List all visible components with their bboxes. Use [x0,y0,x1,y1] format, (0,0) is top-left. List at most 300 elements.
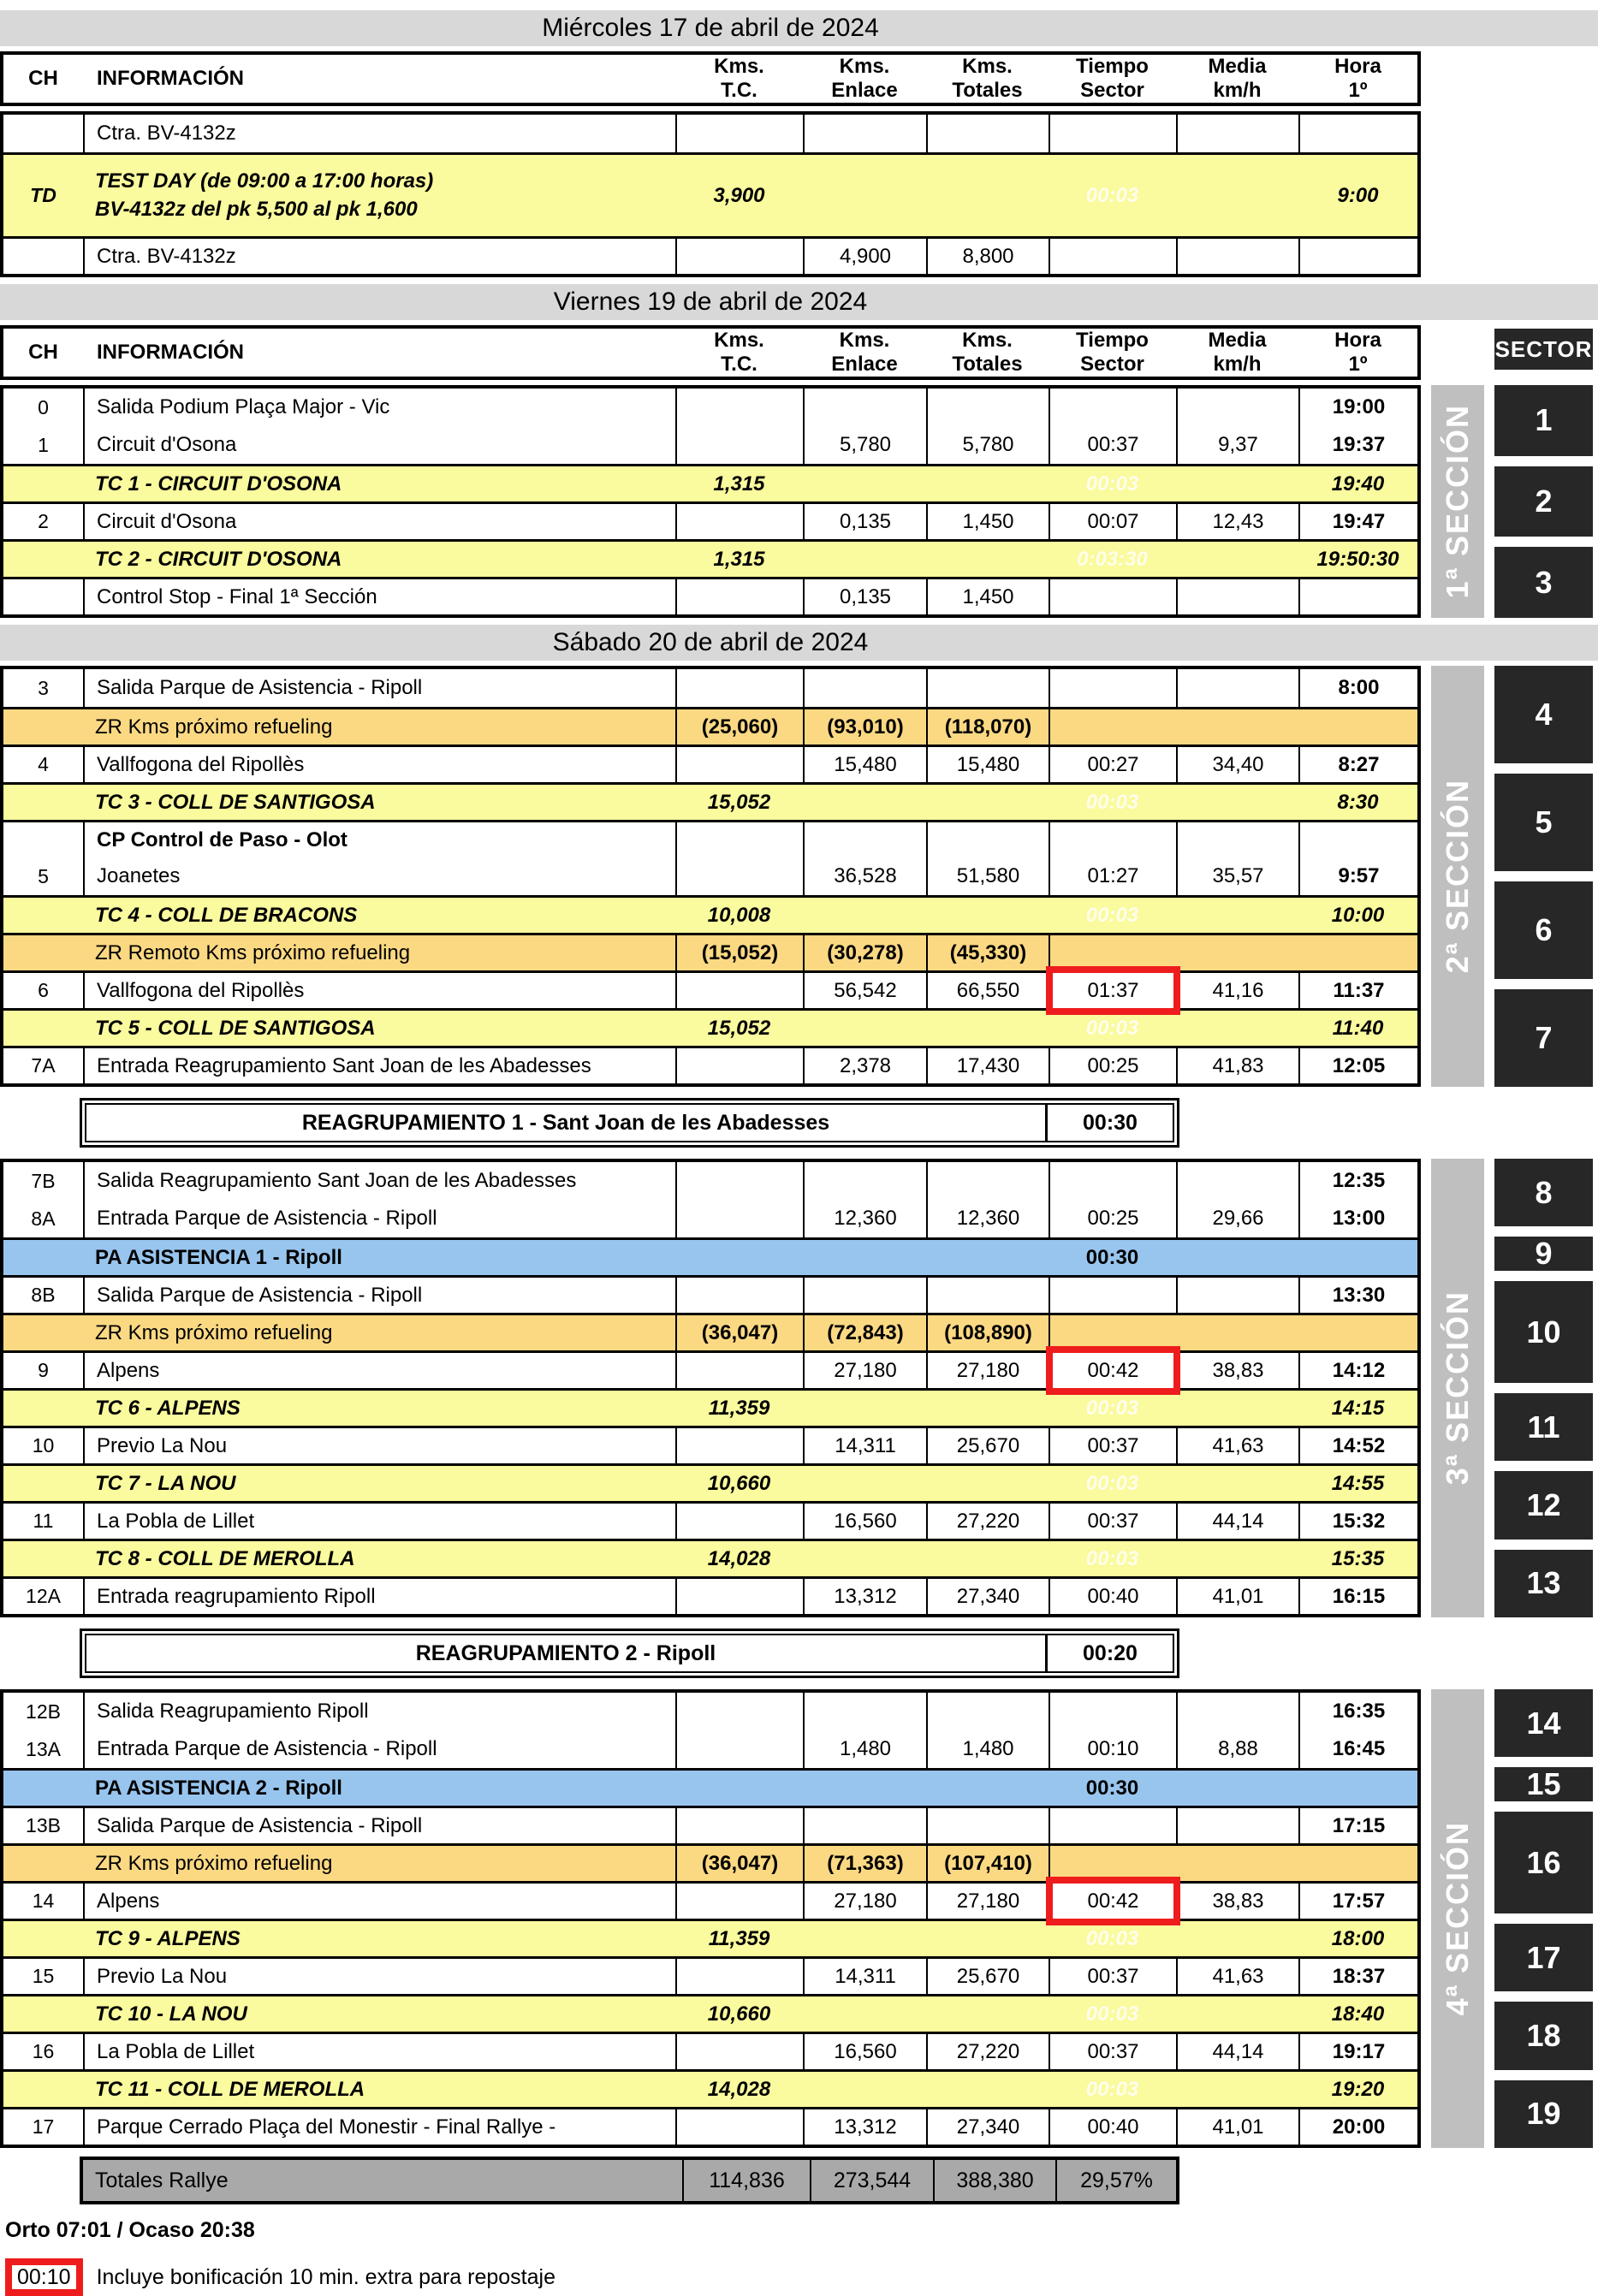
table-row-13A [3,1730,1417,1768]
cell-text-info: La Pobla de Lillet [97,1509,255,1533]
cell-text-info: La Pobla de Lillet [97,2039,255,2063]
cell-text-enlace: 16,560 [834,1509,897,1533]
cell-text-info: PA ASISTENCIA 2 - Ripoll [95,1776,342,1800]
cell-text-info: TC 11 - COLL DE MEROLLA [95,2077,365,2101]
cell-totales [926,239,1049,274]
cell-text-info: Entrada Reagrupamiento Sant Joan de les Abadesses [97,1053,591,1077]
cell-text-hora: 15:32 [1332,1509,1386,1533]
cell-tc [675,709,803,745]
cell-tc [675,466,803,501]
cell-hora [1298,1048,1417,1083]
cell-totales [926,1884,1049,1919]
cell-totales [926,579,1049,614]
cell-tiempo [1049,1466,1176,1501]
cell-ch [3,155,83,236]
cell-hora [1298,1771,1417,1806]
cell-info [83,1808,675,1843]
cell-tc [675,1240,803,1275]
sector-boxes [1494,1159,1593,1617]
cell-text-info: Previo La Nou [97,1433,228,1457]
cell-tc [675,239,803,274]
table-row-zr-4 [3,1313,1417,1350]
cell-text-hora: 10:00 [1331,903,1385,927]
cell-enlace [803,542,926,577]
cell-ch [3,542,83,577]
cell-tiempo [1049,1579,1176,1614]
cell-media [1176,1353,1298,1388]
cell-tiempo [1049,857,1176,895]
cell-tc [675,1808,803,1843]
cell-tc [675,542,803,577]
cell-text-enlace: 0,135 [839,509,892,533]
cell-ch [3,785,83,820]
cell-totales [926,1846,1049,1881]
cell-text-info: TC 10 - LA NOU [95,2002,247,2026]
cell-text-enlace: 0,135 [839,584,892,608]
cell-text-tiempo: 00:37 [1087,2039,1139,2063]
cell-media [1176,669,1298,707]
cell-text-tc: (15,052) [701,940,779,964]
sector-box-15: 15 [1494,1767,1593,1801]
cell-text-totales: 66,550 [956,978,1020,1002]
cell-text-info: ZR Kms próximo refueling [95,1320,333,1344]
cell-text-tiempo: 00:37 [1087,1964,1139,1988]
table-row-10 [3,1426,1417,1463]
cell-hora [1298,1011,1417,1046]
cell-text-hora: 16:35 [1332,1700,1386,1723]
cell-enlace [803,579,926,614]
section-label-bar [1431,1689,1484,2148]
cell-ch [3,1884,83,1919]
cell-text-info: TC 2 - CIRCUIT D'OSONA [95,547,342,571]
section-sidebar [1431,1689,1593,2148]
cell-text-totales: 12,360 [956,1207,1020,1230]
cell-enlace [803,709,926,745]
cell-hora [1298,857,1417,895]
cell-text-totales: 15,480 [956,752,1020,776]
cell-totales [926,935,1049,970]
cell-text-info: Vallfogona del Ripollès [97,978,305,1002]
cell-text-totales: 5,780 [962,433,1014,456]
cell-tiempo [1049,1884,1176,1919]
cell-text-media: 34,40 [1212,752,1264,776]
cell-totales [926,1200,1049,1237]
col-header-enlace [803,55,926,102]
table-row-zr-4 [3,1843,1417,1881]
info-lines [95,169,433,222]
cell-text-enlace: 27,180 [834,1889,897,1913]
cell-enlace [803,1846,926,1881]
col-header-line1: Kms. [962,55,1013,79]
cell-text-media: 44,14 [1212,2039,1264,2063]
table-row-4 [3,745,1417,782]
table-row-13B [3,1806,1417,1843]
cell-tc [675,1428,803,1463]
cell-tc [675,2072,803,2107]
col-header-line1: Kms. [839,55,890,79]
col-header-tc [675,329,803,376]
cell-text-tiempo: 00:37 [1087,433,1139,456]
cell-text-hora: 8:00 [1338,676,1380,699]
cell-totales [926,1278,1049,1313]
cell-enlace [803,935,926,970]
cell-ch [3,709,83,745]
itinerary-table [0,666,1421,1087]
sector-box-10: 10 [1494,1281,1593,1383]
cell-tc [675,426,803,464]
cell-enlace [803,898,926,933]
cell-hora [1298,785,1417,820]
cell-text-ch: 13A [26,1737,61,1760]
col-header-line1: Kms. [714,55,764,79]
table-row-tc-4 [3,539,1417,577]
cell-media [1176,1200,1298,1237]
cell-tiempo [1049,898,1176,933]
day-header: Sábado 20 de abril de 2024 [0,625,1598,661]
cell-totales [926,1428,1049,1463]
table-row-TD [3,152,1417,236]
cell-text-info: Salida Parque de Asistencia - Ripoll [97,1813,423,1837]
cell-ch [3,747,83,782]
col-header-line2: Totales [952,79,1023,102]
col-header-line2: 1º [1348,353,1368,376]
cell-media [1176,1391,1298,1426]
cell-ch [3,1579,83,1614]
cell-tc [675,1846,803,1881]
cell-tc [675,1959,803,1994]
cell-tc [675,1579,803,1614]
cell-text-ch: 0 [38,395,49,418]
cell-media [1176,973,1298,1008]
cell-media [1176,1240,1298,1275]
cell-ch [3,898,83,933]
cell-info [83,1353,675,1388]
cell-text-ch: 7B [31,1169,56,1192]
table-row-12B [3,1693,1417,1730]
cell-text-info: TC 1 - CIRCUIT D'OSONA [95,472,342,495]
cell-hora [1298,898,1417,933]
cell-text-hora: 14:55 [1331,1471,1385,1495]
cell-ch [3,579,83,614]
cell-enlace [803,857,926,895]
cell-media [1176,504,1298,539]
cell-text-info: Parque Cerrado Plaça del Monestir - Final Rallye - [97,2115,556,2139]
hidden-sector-time: 00:03 [1085,790,1139,814]
cell-info [83,115,675,152]
cell-hora [1298,504,1417,539]
cell-totales [926,115,1049,152]
cell-totales [926,1996,1049,2032]
cell-tiempo [1049,1240,1176,1275]
cell-text-totales: 51,580 [956,864,1020,887]
cell-text-media: 41,01 [1212,1584,1264,1608]
cell-tc [675,857,803,895]
cell-text-media: 41,16 [1212,978,1264,1002]
cell-text-hora: 8:27 [1338,752,1380,776]
cell-text-info: Ctra. BV-4132z [97,244,236,268]
cell-hora [1298,1693,1417,1730]
cell-text-tiempo: 00:30 [1085,1776,1139,1800]
cell-text-tiempo: 00:25 [1087,1053,1139,1077]
cell-enlace [803,1771,926,1806]
cell-tiempo [1049,822,1176,857]
sector-box-6: 6 [1494,881,1593,979]
cell-totales [926,1466,1049,1501]
cell-text-info: Joanetes [97,864,181,887]
cell-enlace [803,1959,926,1994]
sector-box-11: 11 [1494,1393,1593,1461]
cell-text-tc: (36,047) [701,1320,779,1344]
cell-text-tiempo: 00:37 [1087,1509,1139,1533]
cell-text-enlace: 5,780 [839,433,892,456]
cell-tiempo [1049,669,1176,707]
cell-tiempo [1049,2034,1176,2069]
section-label: 3ª SECCIÓN [1440,1290,1475,1486]
cell-media [1176,822,1298,857]
cell-hora [1298,579,1417,614]
cell-enlace [803,1278,926,1313]
cell-enlace [803,1011,926,1046]
cell-totales [926,1808,1049,1843]
cell-tiempo [1049,504,1176,539]
cell-info [83,1315,675,1350]
itinerary-section-11 [0,1689,1598,2148]
cell-hora [1298,1730,1417,1768]
col-header-line2: Sector [1080,79,1144,102]
cell-tc [675,1278,803,1313]
table-row-16 [3,2032,1417,2069]
cell-tiempo [1049,1730,1176,1768]
cell-text-hora: 19:47 [1332,509,1386,533]
table-row-zr-7 [3,933,1417,970]
cell-media [1176,935,1298,970]
hidden-sector-time: 00:03 [1085,472,1139,495]
cell-text-hora: 19:50:30 [1316,547,1399,571]
table-row-0 [3,389,1417,426]
cell-tiempo [1049,709,1176,745]
info-line-2: BV-4132z del pk 5,500 al pk 1,600 [95,197,418,221]
cell-enlace [803,1162,926,1200]
cell-tiempo [1049,747,1176,782]
cell-ch [3,935,83,970]
cell-media [1176,1771,1298,1806]
cell-text-tc: (25,060) [701,715,779,739]
cell-enlace [803,1200,926,1237]
cell-enlace [803,1730,926,1768]
rally-itinerary-document [0,10,1598,2204]
cell-ch [3,1808,83,1843]
cell-text-info: Entrada Parque de Asistencia - Ripoll [97,1737,437,1760]
cell-info [83,1884,675,1919]
cell-ch [3,466,83,501]
cell-info [83,1391,675,1426]
cell-ch [3,973,83,1008]
cell-text-totales: (118,070) [944,715,1032,739]
cell-info [83,747,675,782]
cell-tiempo [1049,973,1176,1008]
cell-text-enlace: (30,278) [827,940,904,964]
cell-text-hora: 9:00 [1337,183,1379,207]
cell-enlace [803,1921,926,1956]
itinerary-section-2 [0,111,1598,277]
table-row-5 [3,857,1417,895]
cell-text-enlace: 13,312 [834,2115,897,2139]
cell-text-hora: 18:37 [1332,1964,1386,1988]
cell-media [1176,115,1298,152]
cell-info [83,1541,675,1576]
col-header-line1: Kms. [714,329,764,353]
cell-tiempo [1049,1011,1176,1046]
cell-text-info: Entrada Parque de Asistencia - Ripoll [97,1207,437,1230]
cell-tiempo [1049,785,1176,820]
sector-box-18: 18 [1494,2002,1593,2069]
cell-text-tc: 14,028 [707,1546,771,1570]
cell-text-enlace: 14,311 [835,1433,896,1457]
cell-text-tc: 10,008 [707,903,771,927]
hidden-sector-time: 00:03 [1085,1396,1139,1420]
cell-text-ch: 4 [38,753,49,775]
cell-hora [1298,1884,1417,1919]
cell-ch [3,1391,83,1426]
table-row-white-0 [3,115,1417,152]
cell-text-tc: 10,660 [707,1471,771,1495]
cell-totales [926,1693,1049,1730]
cell-hora [1298,1579,1417,1614]
sector-box-4: 4 [1494,666,1593,763]
cell-tc [675,822,803,857]
cell-text-ch: 1 [38,433,49,456]
cell-text-enlace: (72,843) [827,1320,904,1344]
col-header-media [1176,55,1298,102]
cell-text-totales: (108,890) [944,1320,1032,1344]
cell-info [83,426,675,464]
sector-box-14: 14 [1494,1689,1593,1757]
cell-tc [675,669,803,707]
cell-hora [1298,1959,1417,1994]
section-sidebar [1431,666,1593,1087]
cell-totales [926,1959,1049,1994]
cell-tc [675,1771,803,1806]
cell-enlace [803,1466,926,1501]
cell-text-totales: 1,450 [962,509,1014,533]
cell-text-media: 44,14 [1212,1509,1264,1533]
bonus-time-box: 00:10 [5,2258,83,2296]
cell-tiempo [1049,1278,1176,1313]
col-header-line2: T.C. [721,353,757,376]
cell-hora [1298,1996,1417,2032]
cell-hora [1298,973,1417,1008]
cell-media [1176,1466,1298,1501]
footer [5,2218,1598,2296]
cell-tiempo [1049,2109,1176,2145]
table-row-tc-3 [3,782,1417,820]
cell-info [83,1730,675,1768]
refuel-bonus-row [5,2258,1598,2296]
cell-text-ch: 2 [38,510,49,532]
cell-info [83,669,675,707]
table-row-15 [3,1956,1417,1994]
cell-enlace [803,2034,926,2069]
day-header: Viernes 19 de abril de 2024 [0,284,1598,320]
cell-text-enlace: 13,312 [834,1584,897,1608]
cell-enlace [803,1048,926,1083]
cell-media [1176,709,1298,745]
cell-text-tiempo: 00:40 [1087,1584,1139,1608]
cell-hora [1298,1504,1417,1539]
col-header-line1: Media [1208,329,1267,353]
col-header-tiempo [1049,329,1176,376]
cell-media [1176,1693,1298,1730]
column-header [0,51,1421,106]
cell-media [1176,426,1298,464]
cell-enlace [803,785,926,820]
cell-totales [926,2072,1049,2107]
cell-text-info: Previo La Nou [97,1964,228,1988]
column-header-row [0,325,1598,380]
cell-tiempo [1049,1693,1176,1730]
cell-ch [3,389,83,426]
cell-text-totales: 27,220 [956,2039,1020,2063]
cell-text-enlace: 2,378 [839,1053,892,1077]
cell-tiempo [1049,1353,1176,1388]
table-row-tc-8 [3,1994,1417,2032]
cell-hora [1298,1921,1417,1956]
cell-totales [926,426,1049,464]
table-row-tc-8 [3,1463,1417,1501]
cell-hora [1298,1428,1417,1463]
cell-text-hora: 9:57 [1338,864,1380,887]
cell-text-ch: 3 [38,676,49,699]
cell-text-totales: 25,670 [956,1964,1020,1988]
itinerary-section-9 [0,1159,1598,1617]
cell-enlace [803,747,926,782]
cell-text-info: PA ASISTENCIA 1 - Ripoll [95,1245,342,1269]
cell-text-ch: 15 [32,1965,55,1987]
cell-media [1176,1428,1298,1463]
cell-text-hora: 20:00 [1332,2115,1386,2139]
cell-tc [675,1996,803,2032]
cell-text-enlace: 16,560 [834,2039,897,2063]
sector-box-12: 12 [1494,1471,1593,1539]
sunrise-sunset-note: Orto 07:01 / Ocaso 20:38 [5,2218,255,2242]
cell-text-hora: 19:00 [1332,395,1386,418]
cell-hora [1298,115,1417,152]
cell-info [83,1466,675,1501]
sector-column-header: SECTOR [1494,329,1593,370]
cell-hora [1298,747,1417,782]
cell-text-tiempo: 00:27 [1087,752,1139,776]
table-row-tc-10 [3,1539,1417,1576]
cell-ch [3,2109,83,2145]
cell-text-hora: 12:35 [1332,1169,1386,1192]
cell-text-media: 9,37 [1218,433,1258,456]
section-label: 1ª SECCIÓN [1440,404,1475,599]
cell-tiempo [1049,239,1176,274]
cell-hora [1298,1315,1417,1350]
cell-text-ch: 16 [32,2040,55,2062]
cell-totales [926,155,1049,236]
cell-ch [3,1959,83,1994]
cell-text-ch: 14 [32,1890,55,1912]
sector-box-19: 19 [1494,2080,1593,2148]
cell-totales [926,857,1049,895]
col-header-line1: Hora [1334,55,1381,79]
cell-media [1176,1541,1298,1576]
cell-media [1176,1278,1298,1313]
table-row-7A [3,1046,1417,1083]
cell-text-hora: 16:15 [1332,1584,1386,1608]
cell-tc [675,1391,803,1426]
